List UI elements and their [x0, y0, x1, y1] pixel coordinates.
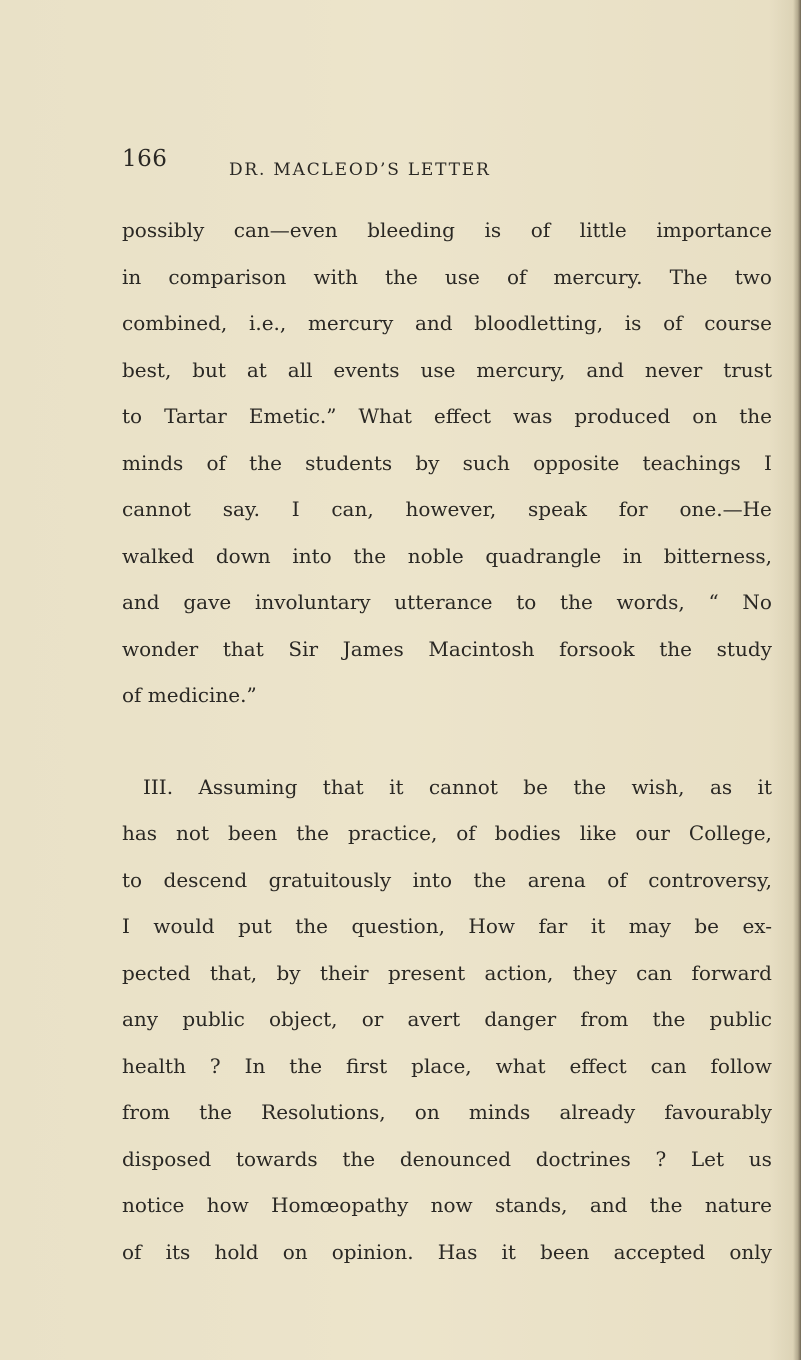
word: by: [276, 960, 301, 985]
word: for: [618, 497, 648, 521]
word: the: [652, 1007, 686, 1031]
text-line: [122, 764, 772, 811]
word: wonder: [122, 636, 199, 661]
word: can: [636, 960, 673, 985]
word: I: [763, 450, 772, 475]
word: down: [215, 543, 271, 568]
word: use: [444, 264, 480, 289]
word: effect: [433, 404, 492, 428]
word: our: [635, 821, 670, 845]
word: bloodletting,: [474, 311, 604, 335]
word: public: [182, 1007, 245, 1031]
word: like: [579, 821, 617, 845]
text-line: [122, 347, 772, 394]
word: place,: [411, 1053, 472, 1078]
word: the: [296, 821, 330, 845]
word: the: [289, 1053, 323, 1078]
word: forsook: [559, 636, 635, 661]
word: Homœopathy: [271, 1193, 409, 1217]
word: Sir: [288, 636, 319, 661]
word: put: [238, 914, 272, 938]
text-line: [122, 486, 772, 533]
word: avert: [407, 1007, 461, 1031]
word: far: [538, 914, 568, 938]
word: any: [122, 1007, 159, 1031]
word: action,: [484, 960, 554, 985]
word: with: [313, 264, 358, 289]
word: at: [246, 357, 267, 382]
word: from: [122, 1100, 170, 1124]
word: gave: [183, 590, 232, 614]
text-line: [122, 393, 772, 440]
word: their: [319, 960, 369, 985]
text-line: [122, 1182, 772, 1229]
word: teachings: [642, 450, 741, 475]
word: to: [122, 404, 143, 428]
word: may: [628, 914, 671, 938]
word: to: [516, 590, 537, 614]
word: as: [709, 774, 733, 799]
word: the: [249, 450, 282, 475]
body-text: [122, 207, 772, 1275]
text-line: [122, 626, 772, 673]
page-edge-shadow: [793, 0, 801, 1360]
word: health: [122, 1053, 186, 1078]
word: importance: [656, 218, 772, 242]
text-line: [122, 579, 772, 626]
word: stands,: [494, 1193, 568, 1217]
word: how: [206, 1193, 249, 1217]
word: they: [572, 960, 617, 985]
word: one.—He: [679, 497, 772, 521]
word: I: [122, 914, 130, 938]
word: on: [692, 404, 718, 428]
word: what: [495, 1053, 546, 1078]
word: present: [387, 960, 466, 985]
word: arena: [527, 867, 586, 892]
word: already: [559, 1100, 636, 1124]
word: pected: [122, 960, 191, 985]
word: never: [644, 357, 703, 382]
word: use: [420, 357, 456, 382]
word: in: [622, 543, 643, 568]
word: by: [415, 450, 440, 475]
word: utterance: [394, 590, 493, 614]
word: words,: [616, 590, 685, 614]
word: minds: [122, 450, 184, 475]
word: the: [560, 590, 593, 614]
text-line: [122, 996, 772, 1043]
word: bleeding: [367, 218, 455, 242]
word: denounced: [399, 1146, 512, 1171]
word: How: [468, 914, 516, 938]
paragraph-2: [122, 764, 772, 1276]
word: cannot: [428, 774, 498, 799]
word: been: [227, 821, 278, 845]
word: descend: [163, 867, 248, 892]
word: it: [389, 774, 404, 799]
word: is: [624, 311, 642, 335]
word: the: [659, 636, 693, 661]
word: opinion.: [331, 1239, 414, 1264]
word: Resolutions,: [261, 1100, 386, 1124]
word: favourably: [664, 1100, 772, 1124]
word: us: [748, 1146, 772, 1171]
word: now: [430, 1193, 473, 1217]
word: the: [385, 264, 418, 289]
word: however,: [405, 497, 497, 521]
word: Macintosh: [428, 636, 535, 661]
word: can,: [331, 497, 374, 521]
word: the: [342, 1146, 376, 1171]
word: but: [192, 357, 226, 382]
word: Tartar: [164, 404, 227, 428]
word: practice,: [347, 821, 438, 845]
word: towards: [235, 1146, 318, 1171]
word: and: [589, 1193, 628, 1217]
word: students: [305, 450, 393, 475]
word: or: [361, 1007, 384, 1031]
word: that,: [209, 960, 258, 985]
word: ?: [209, 1053, 221, 1078]
text-line: [122, 440, 772, 487]
word: accepted: [613, 1239, 706, 1264]
word: the: [295, 914, 329, 938]
word: III.: [143, 774, 174, 799]
word: forward: [691, 960, 772, 985]
text-line: of medicine.”: [122, 683, 257, 707]
word: possibly: [122, 218, 205, 242]
word: is: [484, 218, 502, 242]
word: mercury.: [553, 264, 643, 289]
word: course: [704, 311, 772, 335]
word: to: [122, 867, 143, 892]
text-line: [122, 300, 772, 347]
word: on: [414, 1100, 440, 1124]
word: would: [153, 914, 215, 938]
word: and: [586, 357, 624, 382]
word: be: [694, 914, 719, 938]
word: hold: [214, 1239, 259, 1264]
word: of: [122, 1239, 142, 1264]
word: and: [414, 311, 453, 335]
word: produced: [574, 404, 671, 428]
word: Assuming: [198, 774, 298, 799]
word: it: [501, 1239, 516, 1264]
word: in: [122, 264, 142, 289]
word: ex-: [742, 914, 772, 938]
word: can: [650, 1053, 687, 1078]
word: that: [222, 636, 264, 661]
word: it: [757, 774, 772, 799]
text-line: [122, 1089, 772, 1136]
word: mercury,: [476, 357, 566, 382]
word: ?: [655, 1146, 667, 1171]
word: best,: [122, 357, 172, 382]
word: can—even: [233, 218, 338, 242]
word: walked: [122, 543, 195, 568]
word: Emetic.”: [248, 404, 337, 428]
word: the: [649, 1193, 683, 1217]
word: the: [573, 774, 607, 799]
word: question,: [351, 914, 445, 938]
word: gratuitously: [268, 867, 392, 892]
word: into: [292, 543, 332, 568]
word: involuntary: [254, 590, 371, 614]
word: danger: [484, 1007, 557, 1031]
word: What: [358, 404, 412, 428]
word: its: [165, 1239, 191, 1264]
word: the: [199, 1100, 232, 1124]
word: little: [579, 218, 627, 242]
word: and: [122, 590, 160, 614]
word: combined,: [122, 311, 228, 335]
word: James: [342, 636, 404, 661]
text-line: [122, 207, 772, 254]
page-number: 166: [122, 146, 168, 172]
word: follow: [710, 1053, 772, 1078]
word: effect: [569, 1053, 627, 1078]
word: it: [590, 914, 606, 938]
word: public: [709, 1007, 772, 1031]
text-line: [122, 810, 772, 857]
word: Has: [437, 1239, 478, 1264]
word: comparison: [168, 264, 287, 289]
word: be: [523, 774, 548, 799]
word: speak: [528, 497, 587, 521]
text-line: [122, 950, 772, 997]
word: that: [322, 774, 364, 799]
word: mercury: [307, 311, 394, 335]
word: all: [287, 357, 313, 382]
word: cannot: [122, 497, 191, 521]
word: noble: [407, 543, 464, 568]
word: bodies: [494, 821, 561, 845]
running-head: DR. MACLEOD’S LETTER: [229, 160, 491, 180]
word: been: [540, 1239, 590, 1264]
word: two: [734, 264, 772, 289]
word: trust: [723, 357, 772, 382]
word: of: [530, 218, 551, 242]
word: In: [244, 1053, 266, 1078]
word: on: [282, 1239, 308, 1264]
word: No: [742, 590, 772, 614]
paragraph-1: [122, 207, 772, 719]
word: of: [456, 821, 476, 845]
word: the: [473, 867, 507, 892]
word: the: [353, 543, 387, 568]
word: minds: [468, 1100, 531, 1124]
text-line: [122, 903, 772, 950]
word: only: [729, 1239, 772, 1264]
word: object,: [269, 1007, 338, 1031]
word: of: [663, 311, 683, 335]
paragraph-gap: [122, 719, 772, 764]
word: i.e.,: [248, 311, 287, 335]
word: Let: [690, 1146, 725, 1171]
word: from: [580, 1007, 629, 1031]
text-line: [122, 857, 772, 904]
text-line: [122, 1136, 772, 1183]
word: study: [716, 636, 772, 661]
word: opposite: [533, 450, 620, 475]
word: of: [206, 450, 226, 475]
word: nature: [704, 1193, 772, 1217]
text-line: [122, 254, 772, 301]
word: first: [346, 1053, 388, 1078]
word: has: [122, 821, 158, 845]
word: the: [739, 404, 772, 428]
text-line: [122, 1229, 772, 1276]
word: I: [291, 497, 300, 521]
word: such: [462, 450, 510, 475]
word: events: [333, 357, 400, 382]
word: wish,: [631, 774, 685, 799]
text-line: [122, 1043, 772, 1090]
word: disposed: [122, 1146, 212, 1171]
word: of: [506, 264, 527, 289]
word: not: [176, 821, 209, 845]
word: doctrines: [535, 1146, 631, 1171]
word: controversy,: [648, 867, 772, 892]
word: was: [513, 404, 553, 428]
word: “: [708, 590, 719, 614]
word: into: [412, 867, 452, 892]
text-line: [122, 533, 772, 580]
word: notice: [122, 1193, 185, 1217]
word: bitterness,: [663, 543, 772, 568]
word: The: [669, 264, 708, 289]
word: say.: [222, 497, 260, 521]
word: quadrangle: [485, 543, 602, 568]
word: College,: [688, 821, 772, 845]
word: of: [607, 867, 627, 892]
